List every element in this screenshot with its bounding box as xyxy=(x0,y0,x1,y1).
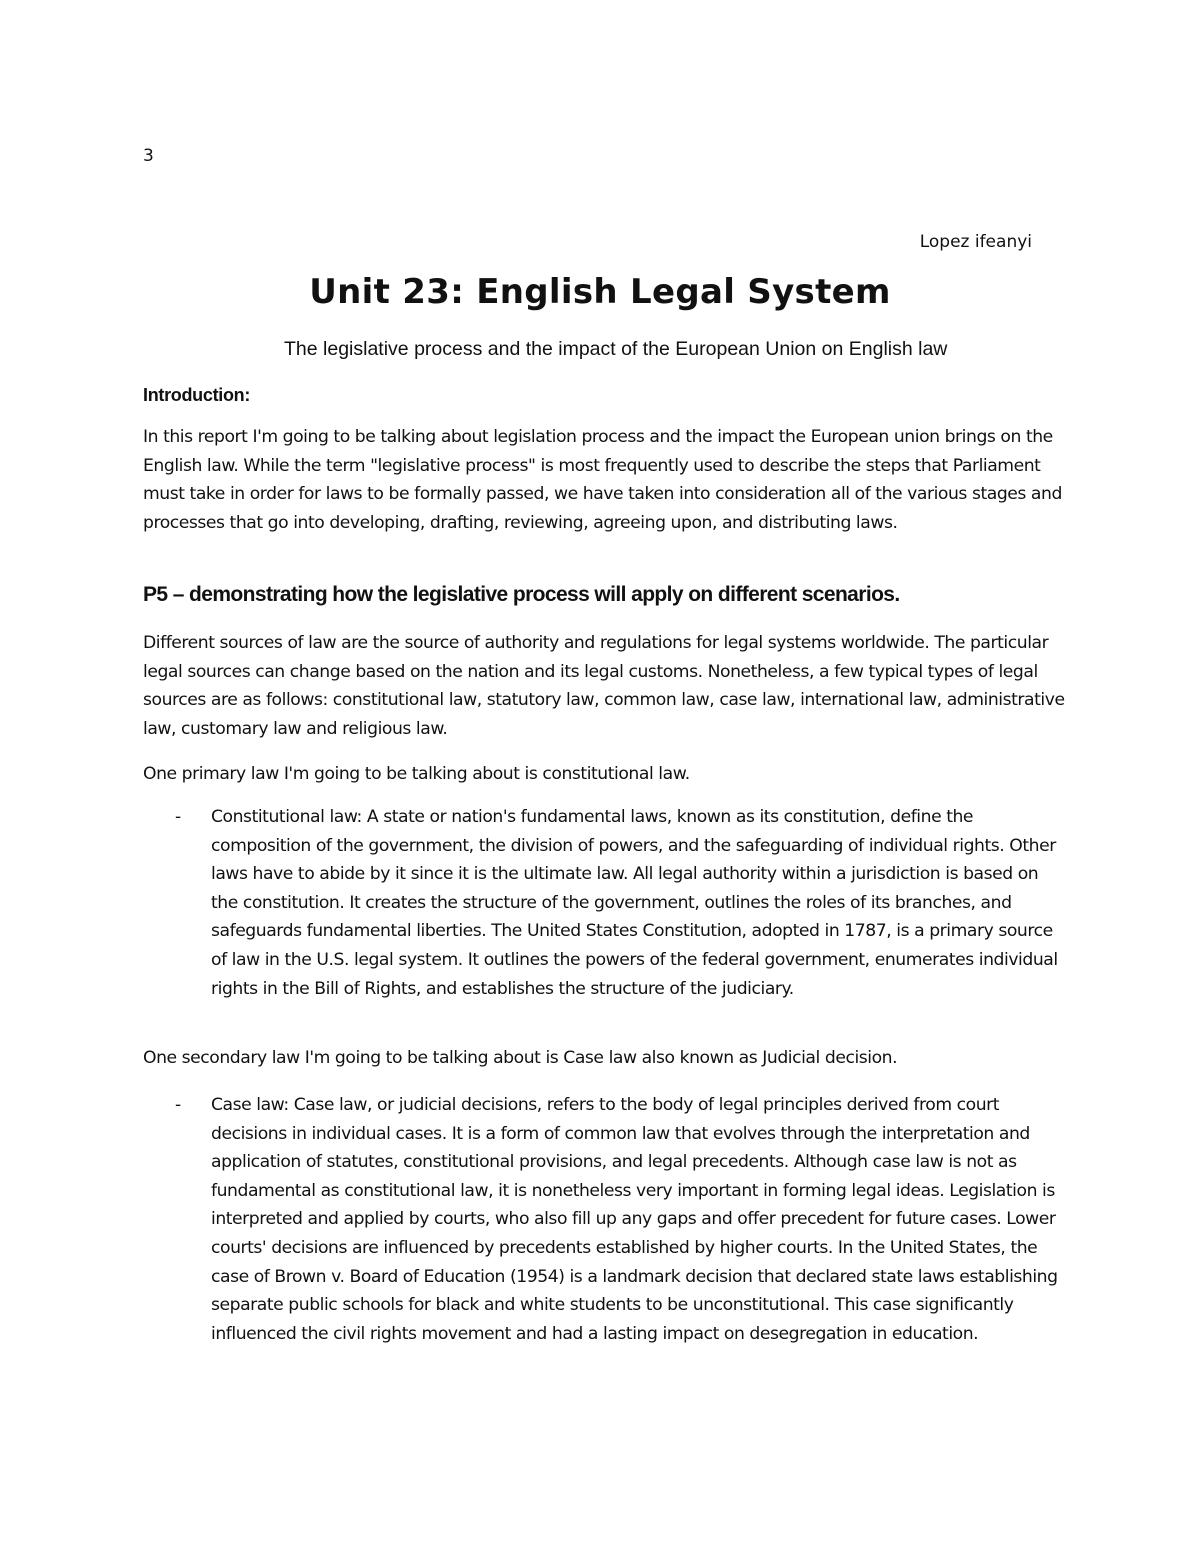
introduction-heading: Introduction: xyxy=(143,385,251,405)
case-law-text: Case law: Case law, or judicial decisions, refers to the body of legal principles derived from court decisions in individual cases. It is a form of common law that evolves through the interpretation and application of statutes, constitutional provisions, and legal precedents. Although case law is not as fundamental as constitutional law, it is nonetheless very important in forming legal ideas. Legislation is interpreted and applied by courts, who also fill up any gaps and offer precedent for future cases. Lower courts' decisions are influenced by precedents established by higher courts. In the United States, the case of Brown v. Board of Education (1954) is a landmark decision that declared state laws establishing separate public schools for black and white students to be unconstitutional. This case significantly influenced the civil rights movement and had a lasting impact on desegregation in education. xyxy=(211,1095,1058,1344)
document-title: Unit 23: English Legal System xyxy=(309,272,891,312)
primary-law-intro: One primary law I'm going to be talking about is constitutional law. xyxy=(143,764,690,784)
secondary-law-intro: One secondary law I'm going to be talking about is Case law also known as Judicial decision. xyxy=(143,1048,898,1068)
bullet-dash: - xyxy=(175,807,182,827)
introduction-paragraph: In this report I'm going to be talking about legislation process and the impact the European union brings on the English law. While the term "legislative process" is most frequently used to describe the steps that Parliament must take in order for laws to be formally passed, we have taken into consideration all of the various stages and processes that go into developing, drafting, reviewing, agreeing upon, and distributing laws. xyxy=(143,427,1062,533)
author-name: Lopez ifeanyi xyxy=(919,232,1032,252)
p5-heading: P5 – demonstrating how the legislative process will apply on different scenarios. xyxy=(143,583,900,606)
constitutional-law-text: Constitutional law: A state or nation's fundamental laws, known as its constitution, define the composition of the government, the division of powers, and the safeguarding of individual rights. Other laws have to abide by it since it is the ultimate law. All legal authority within a jurisdiction is based on the constitution. It creates the structure of the government, outlines the roles of its branches, and safeguards fundamental liberties. The United States Constitution, adopted in 1787, is a primary source of law in the U.S. legal system. It outlines the powers of the federal government, enumerates individual rights in the Bill of Rights, and establishes the structure of the judiciary. xyxy=(211,807,1058,999)
bullet-dash: - xyxy=(175,1095,182,1115)
document-subtitle: The legislative process and the impact of the European Union on English law xyxy=(284,338,948,360)
page-number: 3 xyxy=(143,146,154,166)
sources-of-law-paragraph: Different sources of law are the source of authority and regulations for legal systems worldwide. The particular legal sources can change based on the nation and its legal customs. Nonetheless, a few typical types of legal sources are as follows: constitutional law, statutory law, common law, case law, international law, administrative law, customary law and religious law. xyxy=(143,633,1065,739)
